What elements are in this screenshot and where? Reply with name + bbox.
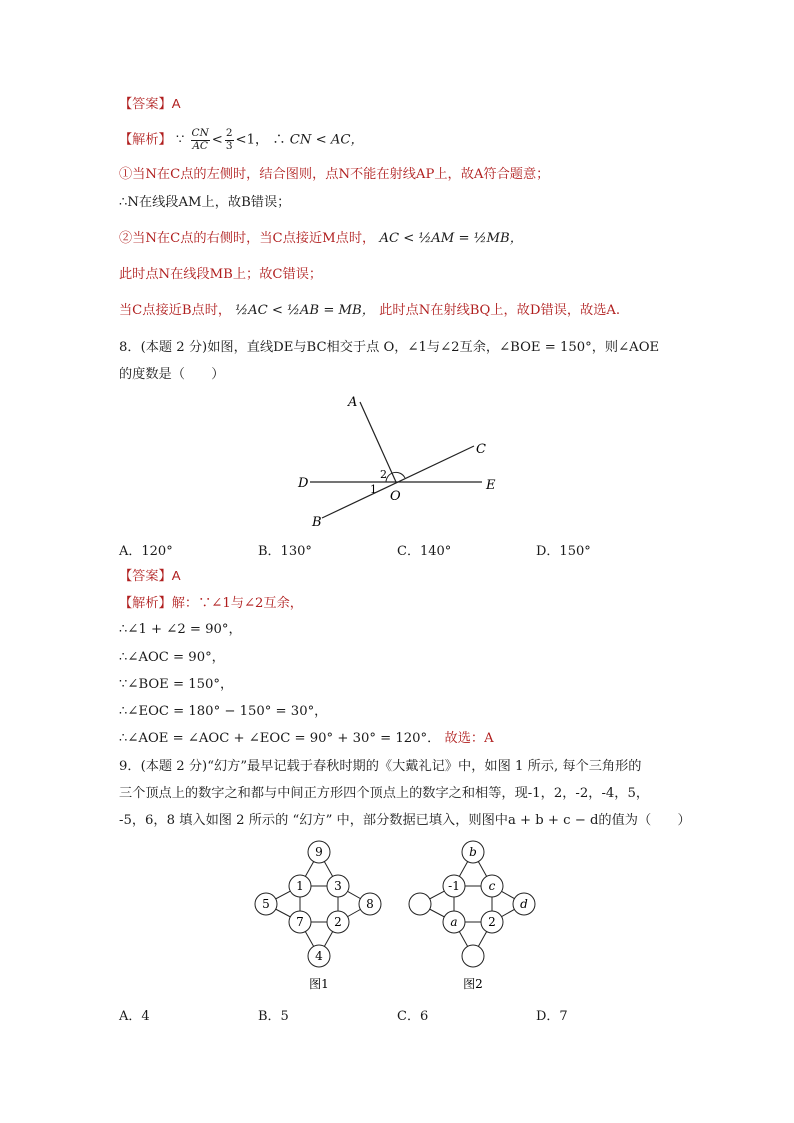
fig2-caption: 图2 — [463, 977, 483, 991]
q8-angle-figure — [290, 390, 510, 530]
fig1-right: 8 — [366, 897, 374, 911]
label-o: O — [390, 489, 401, 504]
q7-case3: 当C点接近B点时， ½AC < ½AB = MB， 此时点N在射线BQ上，故D错误，故选A. — [119, 303, 621, 318]
q8-option-d[interactable]: D．150° — [536, 544, 591, 559]
q7-case1-a: ①当N在C点的左侧时，结合图则，点N不能在射线AP上，故A符合题意； — [119, 167, 550, 182]
q9-stem-line2: 三个顶点上的数字之和都与中间正方形四个顶点上的数字之和相等，现-1，2，-2，-4，5， — [119, 786, 650, 801]
q8-final-step: ∴∠AOE = ∠AOC + ∠EOC = 90° + 30° = 120°． 故选：A — [119, 731, 494, 746]
q9-magic-square-figure-1 — [248, 838, 388, 996]
fig1-top: 9 — [315, 845, 323, 859]
answer-value: A — [171, 96, 181, 111]
because-symbol: ∵ — [175, 132, 185, 148]
q8-step-3: ∵∠BOE = 150°， — [119, 677, 234, 692]
q9-stem-line1: 9．(本题 2 分)“幻方”最早记载于春秋时期的《大戴礼记》中，如图 1 所示, 每个三角形的 — [119, 759, 642, 774]
fig1-left: 5 — [262, 897, 270, 911]
q7-case2-b: 此时点N在线段MB上；故C错误； — [119, 267, 323, 282]
fraction-cn-ac: $\frac{CN}{AC}$ — [191, 127, 209, 152]
answer-tag: 【答案】 — [119, 96, 172, 111]
q7-answer-line — [119, 97, 181, 111]
label-e: E — [486, 478, 496, 493]
label-d: D — [298, 476, 309, 491]
ray-oa — [360, 402, 396, 482]
fig1-caption: 图1 — [309, 977, 329, 991]
q8-option-b[interactable]: B．130° — [258, 544, 312, 559]
fig1-br: 2 — [334, 915, 342, 929]
label-angle2: 2 — [380, 468, 387, 481]
q9-stem-line3: -5，6，8 填入如图 2 所示的 “幻方” 中，部分数据已填入，则图中a + b + c − d的值为（ ） — [119, 813, 691, 828]
q9-option-c[interactable]: C．6 — [397, 1009, 429, 1024]
q8-option-a[interactable]: A．120° — [119, 544, 173, 559]
q9-option-d[interactable]: D．7 — [536, 1009, 568, 1024]
label-angle1: 1 — [370, 483, 377, 496]
fig2-right: d — [520, 897, 528, 911]
q9-option-a[interactable]: A．4 — [119, 1009, 150, 1024]
q9-option-b[interactable]: B．5 — [258, 1009, 289, 1024]
q8-step-4: ∴∠EOC = 180° − 150° = 30°， — [119, 704, 328, 719]
fig1-bl: 7 — [296, 915, 304, 929]
q7-analysis-first-line: 【解析】 ∵ $\frac{CN}{AC}$ < $\frac{2}{3}$ <1， ∴ CN < AC， — [119, 127, 364, 152]
fig2-tl: -1 — [448, 879, 460, 893]
label-c: C — [476, 442, 486, 457]
fig2-top: b — [469, 845, 477, 859]
q8-stem-line2: 的度数是（ ） — [119, 367, 225, 382]
fig2-bl: a — [450, 915, 458, 929]
fig1-bottom: 4 — [315, 949, 323, 963]
q8-analysis-intro: 【解析】解：∵∠1与∠2互余， — [119, 595, 303, 611]
fig2-tr: c — [488, 879, 496, 893]
label-a: A — [348, 395, 358, 410]
q8-stem-line1: 8．(本题 2 分)如图，直线DE与BC相交于点 O，∠1与∠2互余，∠BOE = 150°，则∠AOE — [119, 340, 660, 355]
q8-step-1: ∴∠1 + ∠2 = 90°， — [119, 622, 242, 637]
analysis-tag: 【解析】 — [119, 131, 172, 147]
q8-answer-line: 【答案】A — [119, 568, 181, 583]
q8-step-2: ∴∠AOC = 90°， — [119, 650, 225, 665]
fraction-two-thirds: $\frac{2}{3}$ — [225, 127, 233, 152]
q7-case1-b: ∴N在线段AM上，故B错误； — [119, 195, 291, 210]
fig2-br: 2 — [488, 915, 496, 929]
fig1-tr: 3 — [334, 879, 342, 893]
label-b: B — [312, 515, 322, 530]
fig1-tl: 1 — [296, 879, 304, 893]
q8-option-c[interactable]: C．140° — [397, 544, 452, 559]
q9-magic-square-figure-2 — [402, 838, 542, 996]
q7-case2-a: ②当N在C点的右侧时，当C点接近M点时， AC < ½AM = ½MB， — [119, 231, 523, 246]
